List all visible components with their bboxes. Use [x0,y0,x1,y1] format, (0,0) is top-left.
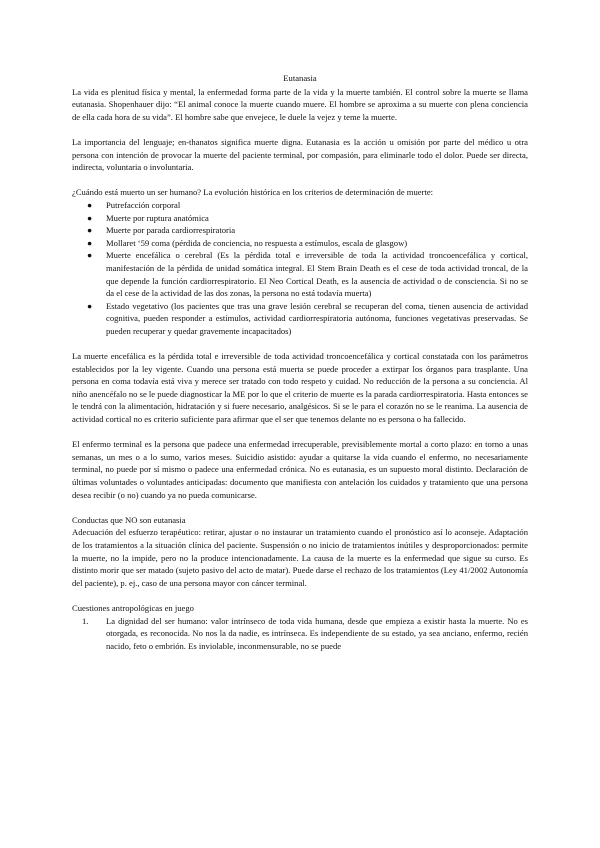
not-euthanasia-paragraph: Adecuación del esfuerzo terapéutico: retirar, ajustar o no instaurar un tratamiento cuando el pronóstico así lo aconseje. Adaptación de los tratamientos a la situación clínica del paciente. Suspensión o no inicio de tratamientos inútiles y desproporcionados: permite la muerte, no la impide, pero no la produce intencionadamente. La causa de la muerte es la enfermedad que sigue su curso. Es distinto morir que ser matado (sujeto pasivo del acto de matar). Puede darse el rechazo de los tratamientos (Ley 41/2002 Autonomía del paciente), p. ej., caso de una persona mayor con cáncer terminal. [72,527,528,588]
bullet-icon: ● [87,225,93,236]
list-item [87,300,528,338]
anthropological-list [72,615,528,653]
bullet-icon: ● [87,212,93,223]
list-item-text: Muerte por parada cardiorrespiratoria [106,225,236,236]
list-item-text: La dignidad del ser humano: valor intrínseco de toda vida humana, desde que empieza a existir hasta la muerte. No es otorgada, es reconocida. No nos la da nadie, es intrínseca. Es independiente de su estado, ya sea anciano, enfermo, recién nacido, feto o embrión. Es inviolable, inconmensurable, no se puede [106,615,528,651]
list-item [87,249,528,299]
list-item-text: Muerte por ruptura anatómica [106,212,209,223]
language-paragraph: La importancia del lenguaje; en-thanatos significa muerte digna. Eutanasia es la acción u omisión por parte del médico u otra persona con intención de provocar la muerte del paciente terminal, por compasión, para eliminarle todo el dolor. Puede ser directa, indirecta, voluntaria o involuntaria. [72,136,528,173]
list-item-number: 1. [82,615,89,626]
brain-death-paragraph: La muerte encefálica es la pérdida total e irreversible de toda actividad troncoencefálica y cortical constatada con los parámetros establecidos por la ley vigente. Cuando una persona está muerta se puede proceder a extirpar los órganos para trasplante. Una persona en coma todavía está viva y merece ser tratado con todo respeto y cuidad. No reducción de la persona a su conciencia. Al niño anencéfalo no se le puede diagnosticar la ME por lo que el criterio de muerte es la parada cardiorrespiratoria. Hasta entonces se le tendrá con la alimentación, hidratación y si fuere necesario, analgésicos. Si se le para el corazón no se le reanima. La ausencia de actividad cortical no es criterio suficiente para afirmar que el ser que tenemos delante no es persona o ha fallecido. [72,351,528,425]
document-title: Eutanasia [283,73,317,83]
bullet-icon: ● [87,237,93,248]
list-item-text: Estado vegetativo (los pacientes que tras una grave lesión cerebral se recuperan del coma, tienen ausencia de actividad cognitiva, pueden responder a estímulos, actividad cardiorrespiratoria autónoma, funciones vegetativas preservadas. Se pueden recuperar y quedar gravemente incapacitados) [106,300,528,336]
criteria-heading: ¿Cuándo está muerto un ser humano? La evolución histórica en los criterios de determinación de muerte: [72,187,434,198]
bullet-icon: ● [87,199,93,210]
not-euthanasia-heading: Conductas que NO son eutanasia [72,514,186,525]
terminal-patient-paragraph: El enfermo terminal es la persona que padece una enfermedad irrecuperable, previsiblemente mortal a corto plazo: en torno a unas semanas, un mes o a lo sumo, varios meses. Suicidio asistido: ayudar a quitarse la vida cuando el enfermo, no necesariamente terminal, no puede por sí mismo o padece una enfermedad crónica. No es eutanasia, es un supuesto moral distinto. Declaración de últimas voluntades o voluntades anticipadas: documento que manifiesta con antelación los cuidados y tratamiento que una persona desea recibir (o no) cuando ya no pueda comunicarse. [72,439,528,500]
list-item [82,615,528,653]
list-item-text: Mollaret ‘59 coma (pérdida de conciencia, no respuesta a estímulos, escala de glasgow) [106,237,408,248]
list-item-text: Putrefacción corporal [106,199,181,210]
intro-paragraph: La vida es plenitud física y mental, la enfermedad forma parte de la vida y la muerte también. El control sobre la muerte se llama eutanasia. Shopenhauer dijo: “El animal conoce la muerte cuando muere. El hombre se aproxima a su muerte con plena conciencia de ella cada hora de su vida”. El hombre sabe que envejece, le duele la vejez y teme la muerte. [72,86,528,122]
list-item-text: Muerte encefálica o cerebral (Es la pérdida total e irreversible de toda la actividad troncoencefálica y cortical, manifestación de la pérdida de unidad somática integral. El Stem Brain Death es el cese de toda actividad troncal, de la que depende la función cardiorrespiratorio. El Neo Cortical Death, es la ausencia de actividad o de consciencia. Si no se da el cese de la actividad de las dos zonas, la persona no está todavía muerta) [106,250,528,299]
anthropological-heading: Cuestiones antropológicas en juego [72,602,194,613]
bullet-icon: ● [87,250,93,261]
document-page [72,72,528,652]
list-item [87,212,528,225]
list-item [87,224,528,237]
bullet-icon: ● [87,300,93,311]
list-item [87,237,528,250]
criteria-list [72,199,528,338]
list-item [87,199,528,212]
